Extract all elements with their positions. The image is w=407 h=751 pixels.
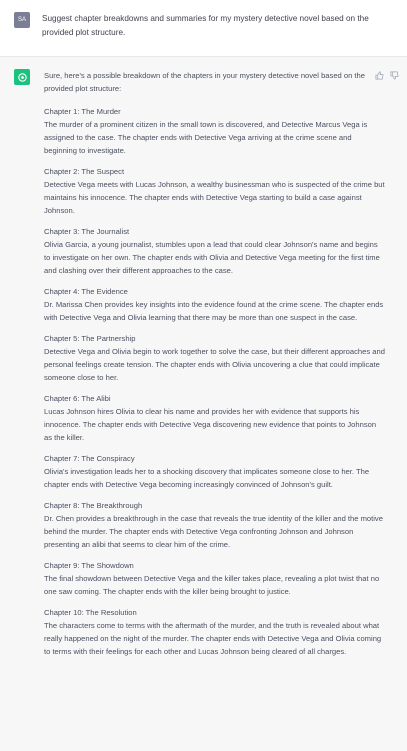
chapter-summary: Dr. Chen provides a breakthrough in the case that reveals the true identity of the killer and the motive behind the murder. The chapter ends with Detective Vega confronting Johnson and Johnson presenting an alibi that seems to clear him of the crime. bbox=[44, 514, 383, 549]
chapter-summary: Detective Vega and Olivia begin to work together to solve the case, but their different approaches and personal feelings create tension. The chapter ends with Olivia uncovering a clue that could implicate someone close to her. bbox=[44, 347, 385, 382]
chapter-summary: Olivia's investigation leads her to a shocking discovery that implicates someone close to her. The chapter ends with Detective Vega becoming increasingly convinced of Johnson's guilt. bbox=[44, 467, 370, 489]
chapter-title: Chapter 1: The Murder bbox=[44, 107, 121, 116]
chapter-summary: Detective Vega meets with Lucas Johnson, a wealthy businessman who is suspected of the crime but maintains his innocence. The chapter ends with Detective Vega starting to build a case against Johnson. bbox=[44, 180, 385, 215]
chapter-item bbox=[44, 606, 385, 658]
chapter-item bbox=[44, 285, 385, 324]
chapter-item bbox=[44, 559, 385, 598]
chapter-item bbox=[44, 165, 385, 217]
assistant-response bbox=[44, 69, 385, 658]
chapter-summary: Olivia Garcia, a young journalist, stumbles upon a lead that could clear Johnson's name and begins to investigate on her own. The chapter ends with Olivia and Detective Vega meeting for the first time and clashing over their different approaches to the case. bbox=[44, 240, 380, 275]
chapter-title: Chapter 4: The Evidence bbox=[44, 287, 128, 296]
chapter-item bbox=[44, 499, 385, 551]
thumbs-up-icon[interactable] bbox=[375, 71, 384, 80]
chapter-summary: The final showdown between Detective Vega and the killer takes place, revealing a plot twist that no one saw coming. The chapter ends with the killer being brought to justice. bbox=[44, 574, 380, 596]
chapter-item bbox=[44, 392, 385, 444]
user-message bbox=[0, 0, 407, 57]
chapter-title: Chapter 9: The Showdown bbox=[44, 561, 134, 570]
thumbs-down-icon[interactable] bbox=[390, 71, 399, 80]
chapter-summary: The characters come to terms with the aftermath of the murder, and the truth is revealed about what really happened on the night of the murder. The chapter ends with Detective Vega and Olivia coming to terms with their feelings for each other and Lucas Johnson being cleared of all charges. bbox=[44, 621, 382, 656]
user-avatar: SA bbox=[14, 12, 30, 28]
chapter-summary: Lucas Johnson hires Olivia to clear his name and provides her with evidence that supports his innocence. The chapter ends with Detective Vega discovering new evidence that points to Johnson as the killer. bbox=[44, 407, 377, 442]
assistant-message bbox=[0, 57, 407, 658]
chapter-item bbox=[44, 105, 385, 157]
assistant-logo-icon bbox=[14, 69, 30, 85]
chapter-item bbox=[44, 452, 385, 491]
chapter-title: Chapter 2: The Suspect bbox=[44, 167, 125, 176]
chapter-summary: The murder of a prominent citizen in the small town is discovered, and Detective Marcus Vega is assigned to the case. The chapter ends with Detective Vega arriving at the crime scene and beginning to investigate. bbox=[44, 120, 368, 155]
chapter-title: Chapter 3: The Journalist bbox=[44, 227, 130, 236]
response-intro: Sure, here's a possible breakdown of the chapters in your mystery detective novel based on the provided plot structure: bbox=[44, 71, 365, 93]
chapter-item bbox=[44, 332, 385, 384]
feedback-buttons bbox=[375, 71, 399, 80]
chapter-title: Chapter 10: The Resolution bbox=[44, 608, 137, 617]
chapter-title: Chapter 6: The Alibi bbox=[44, 394, 111, 403]
chapter-title: Chapter 5: The Partnership bbox=[44, 334, 136, 343]
chapter-item bbox=[44, 225, 385, 277]
chapter-summary: Dr. Marissa Chen provides key insights into the evidence found at the crime scene. The chapter ends with Detective Vega and Olivia learning that there may be more than one suspect in the case. bbox=[44, 300, 384, 322]
user-prompt-text: Suggest chapter breakdowns and summaries for my mystery detective novel based on the provided plot structure. bbox=[42, 14, 369, 37]
chapter-title: Chapter 8: The Breakthrough bbox=[44, 501, 143, 510]
chapter-title: Chapter 7: The Conspiracy bbox=[44, 454, 135, 463]
